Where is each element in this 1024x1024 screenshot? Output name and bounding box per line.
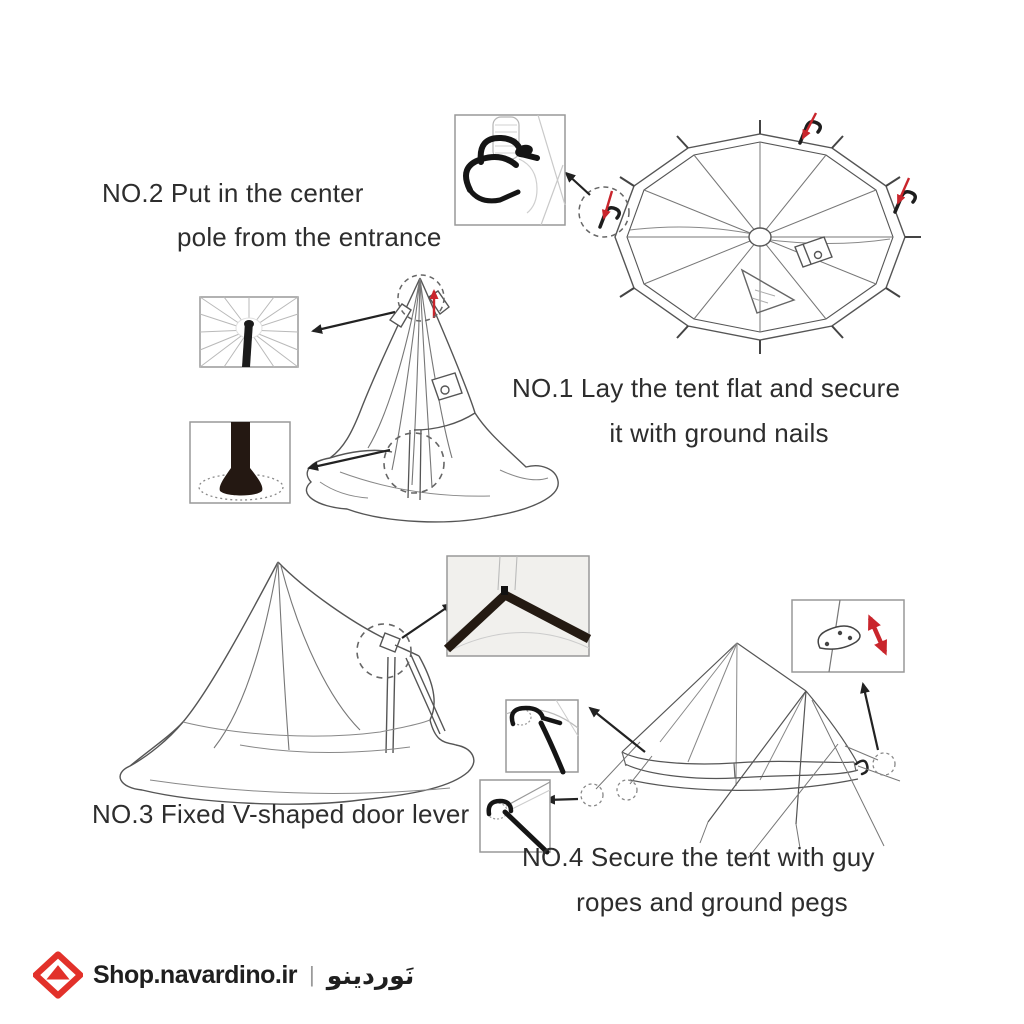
step2-pole-base-detail-box	[190, 422, 290, 503]
black-arrow-icon	[313, 312, 395, 331]
step4-caption-line2: ropes and ground pegs	[576, 887, 848, 917]
step1-caption-line2: it with ground nails	[609, 418, 829, 448]
step3-tent-illustration	[120, 562, 474, 804]
step1-hook-detail-box	[455, 115, 565, 225]
footer-branding	[33, 951, 414, 999]
step4-caption-line1: NO.4 Secure the tent with guy	[522, 842, 875, 872]
step2-caption-line1: NO.2 Put in the center	[102, 178, 364, 208]
detail-highlight-circle	[357, 624, 411, 678]
step1-caption-line1: NO.1 Lay the tent flat and secure	[512, 373, 901, 403]
black-arrow-icon	[590, 708, 645, 752]
black-arrow-icon	[863, 684, 878, 750]
step2-caption-line2: pole from the entrance	[177, 222, 442, 252]
step1-flat-tent-illustration	[566, 113, 921, 354]
peg-highlight-circles	[581, 753, 895, 806]
footer-separator: |	[309, 962, 315, 987]
black-arrow-icon	[546, 799, 578, 800]
navardino-logo-icon	[33, 951, 83, 999]
step3-vlever-detail-box	[447, 556, 589, 656]
step4-tensioner-detail-box	[792, 600, 904, 672]
black-arrow-icon	[402, 604, 452, 638]
footer-shop-url: Shop.navardino.ir	[93, 960, 298, 989]
step4-hook-peg-detail-box	[506, 700, 578, 772]
black-arrow-icon	[566, 173, 590, 195]
step3-caption-line1: NO.3 Fixed V-shaped door lever	[92, 799, 470, 829]
step4-tent-illustration	[546, 643, 900, 858]
footer-brand-persian: نَوردینو	[326, 960, 415, 990]
ground-nail-hook-icons	[600, 122, 915, 227]
red-arrow-icons	[604, 113, 909, 218]
step2-pole-top-detail-box	[200, 297, 298, 367]
